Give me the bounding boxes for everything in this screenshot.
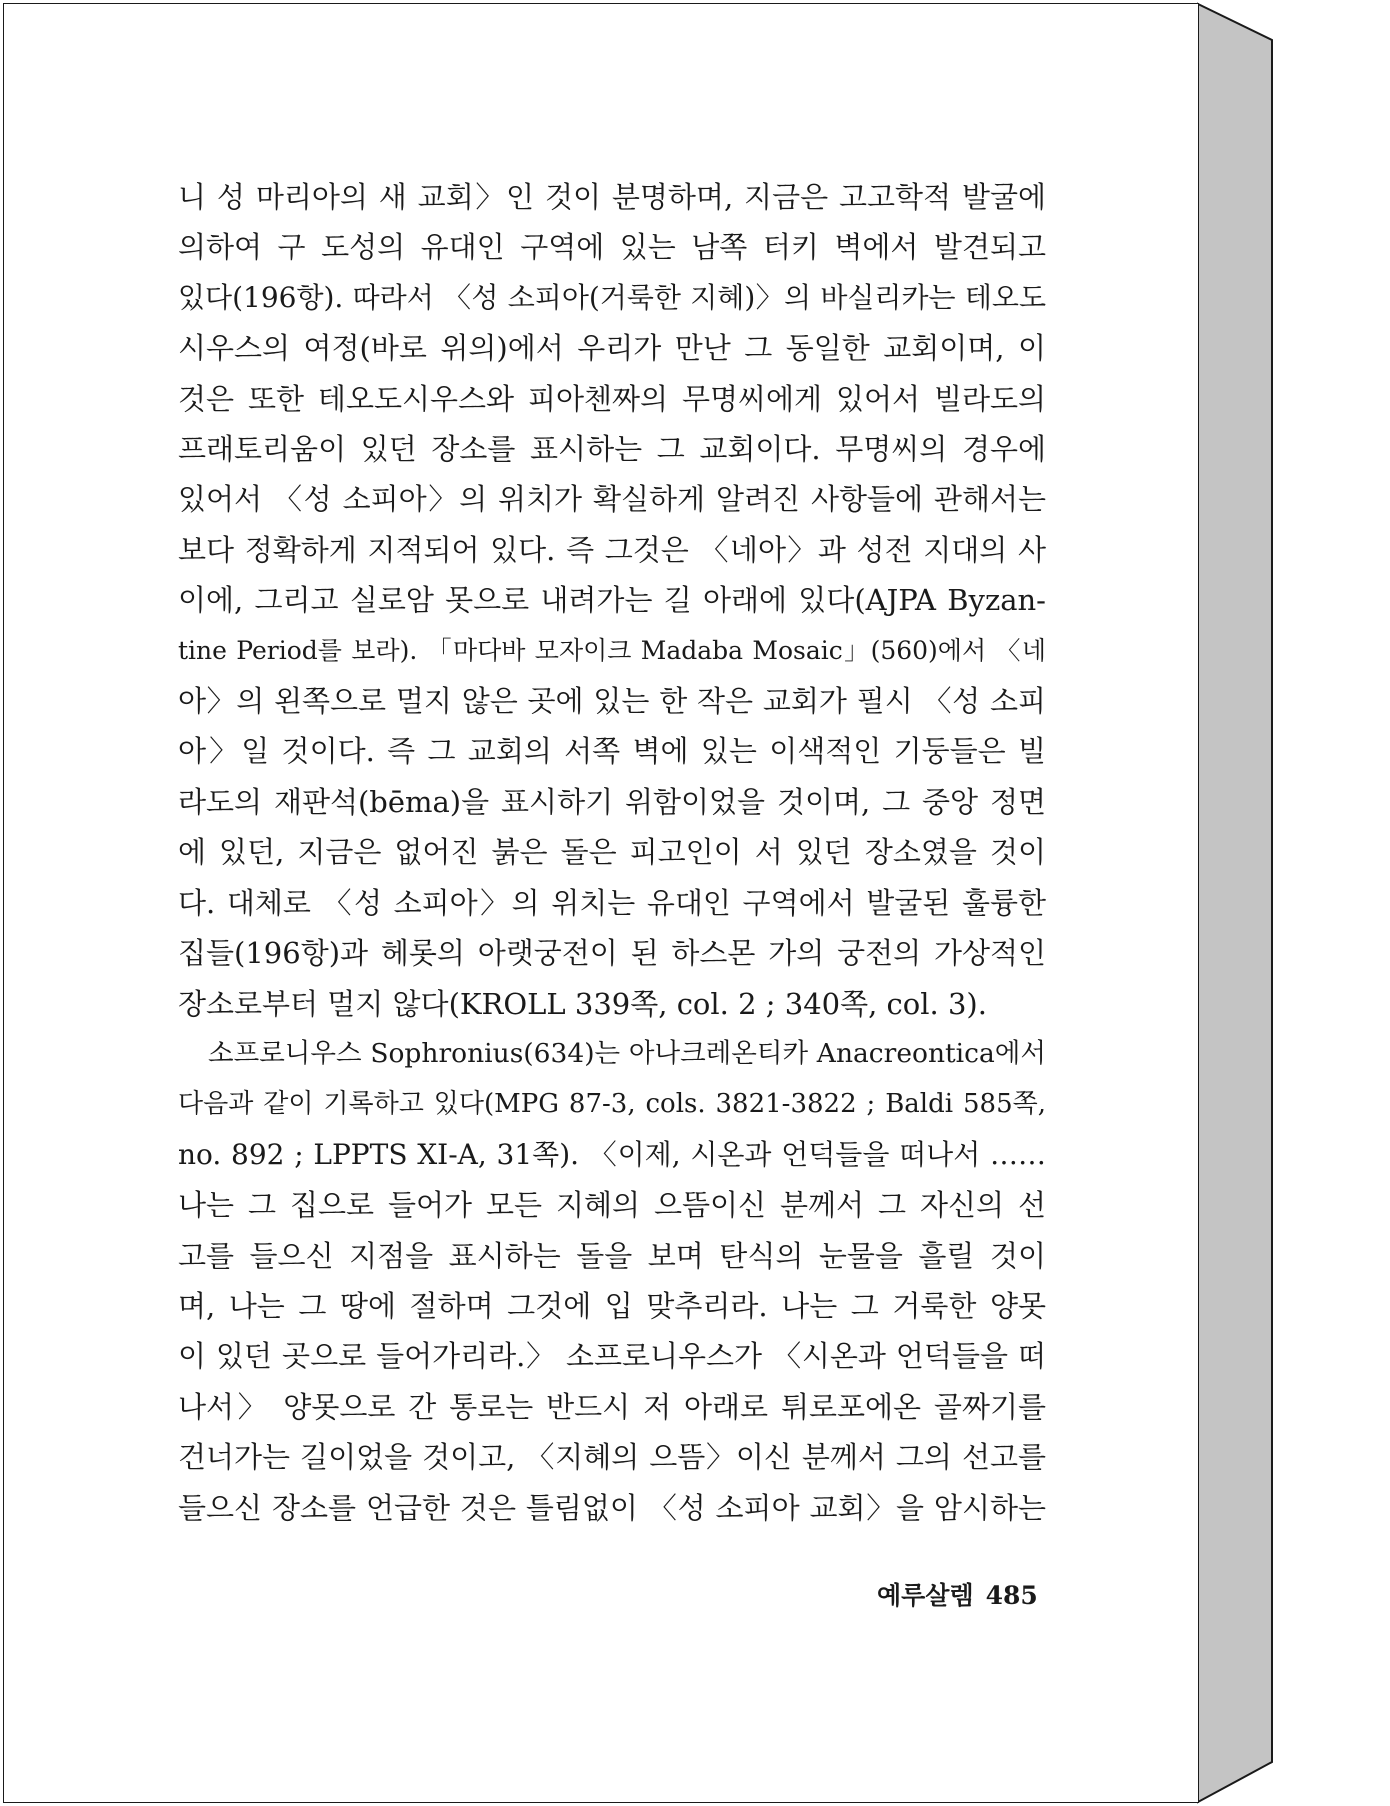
text-line: 나는 그 집으로 들어가 모든 지혜의 으뜸이신 분께서 그 자신의 선 (178, 1188, 1046, 1223)
text-line: 것은 또한 테오도시우스와 피아첸짜의 무명씨에게 있어서 빌라도의 (178, 381, 1046, 416)
text-line: 프래토리움이 있던 장소를 표시하는 그 교회이다. 무명씨의 경우에 (178, 432, 1046, 467)
running-footer: 예루살렘 (877, 1581, 974, 1610)
text-line: no. 892 ; LPPTS XI-A, 31쪽). 〈이제, 시온과 언덕들을 떠나서 …… (178, 1137, 1046, 1171)
page-number: 485 (985, 1581, 1038, 1610)
book-spine-edge (1198, 4, 1272, 1802)
text-line: 나서〉 양못으로 간 통로는 반드시 저 아래로 튀로포에온 골짜기를 (178, 1389, 1046, 1424)
text-line: 에 있던, 지금은 없어진 붉은 돌은 피고인이 서 있던 장소였을 것이 (178, 835, 1046, 870)
text-line: 소프로니우스 Sophronius(634)는 아나크레온티카 Anacreontica에서 (208, 1037, 1046, 1069)
text-line: 건너가는 길이었을 것이고, 〈지혜의 으뜸〉이신 분께서 그의 선고를 (178, 1440, 1046, 1475)
text-line: 다. 대체로 〈성 소피아〉의 위치는 유대인 구역에서 발굴된 훌륭한 (178, 885, 1046, 920)
text-line: 있어서 〈성 소피아〉의 위치가 확실하게 알려진 사항들에 관해서는 (178, 482, 1046, 517)
text-line: 장소로부터 멀지 않다(KROLL 339쪽, col. 2 ; 340쪽, col. 3). (178, 986, 987, 1021)
body-text (178, 172, 1046, 1533)
text-line: 이 있던 곳으로 들어가리라.〉 소프로니우스가 〈시온과 언덕들을 떠 (178, 1339, 1046, 1374)
text-line: 아〉의 왼쪽으로 멀지 않은 곳에 있는 한 작은 교회가 필시 〈성 소피 (178, 684, 1046, 719)
text-line: tine Period를 보라). 「마다바 모자이크 Madaba Mosaic」(560)에서 〈네 (178, 635, 1046, 665)
text-line: 아〉일 것이다. 즉 그 교회의 서쪽 벽에 있는 이색적인 기둥들은 빌 (178, 734, 1046, 769)
text-line: 보다 정확하게 지적되어 있다. 즉 그것은 〈네아〉과 성전 지대의 사 (178, 532, 1046, 567)
text-line: 이에, 그리고 실로암 못으로 내려가는 길 아래에 있다(AJPA Byzan- (178, 583, 1046, 618)
text-line: 며, 나는 그 땅에 절하며 그것에 입 맞추리라. 나는 그 거룩한 양못 (178, 1288, 1046, 1323)
text-line: 다음과 같이 기록하고 있다(MPG 87-3, cols. 3821-3822 ; Baldi 585쪽, (178, 1089, 1046, 1120)
page-footer (877, 1576, 1038, 1612)
paragraph-1 (178, 172, 1046, 1029)
text-line: 고를 들으신 지점을 표시하는 돌을 보며 탄식의 눈물을 흘릴 것이 (178, 1238, 1046, 1273)
text-line: 집들(196항)과 헤롯의 아랫궁전이 된 하스몬 가의 궁전의 가상적인 (178, 936, 1046, 971)
text-line: 있다(196항). 따라서 〈성 소피아(거룩한 지혜)〉의 바실리카는 테오도 (178, 280, 1046, 314)
text-line: 의하여 구 도성의 유대인 구역에 있는 남쪽 터키 벽에서 발견되고 (178, 230, 1046, 265)
text-line: 라도의 재판석(bēma)을 표시하기 위함이었을 것이며, 그 중앙 정면 (178, 784, 1046, 819)
text-line: 니 성 마리아의 새 교회〉인 것이 분명하며, 지금은 고고학적 발굴에 (178, 180, 1046, 214)
text-line: 들으신 장소를 언급한 것은 틀림없이 〈성 소피아 교회〉을 암시하는 (178, 1490, 1046, 1525)
text-line: 시우스의 여정(바로 위의)에서 우리가 만난 그 동일한 교회이며, 이 (178, 331, 1046, 366)
paragraph-2 (178, 1029, 1046, 1533)
